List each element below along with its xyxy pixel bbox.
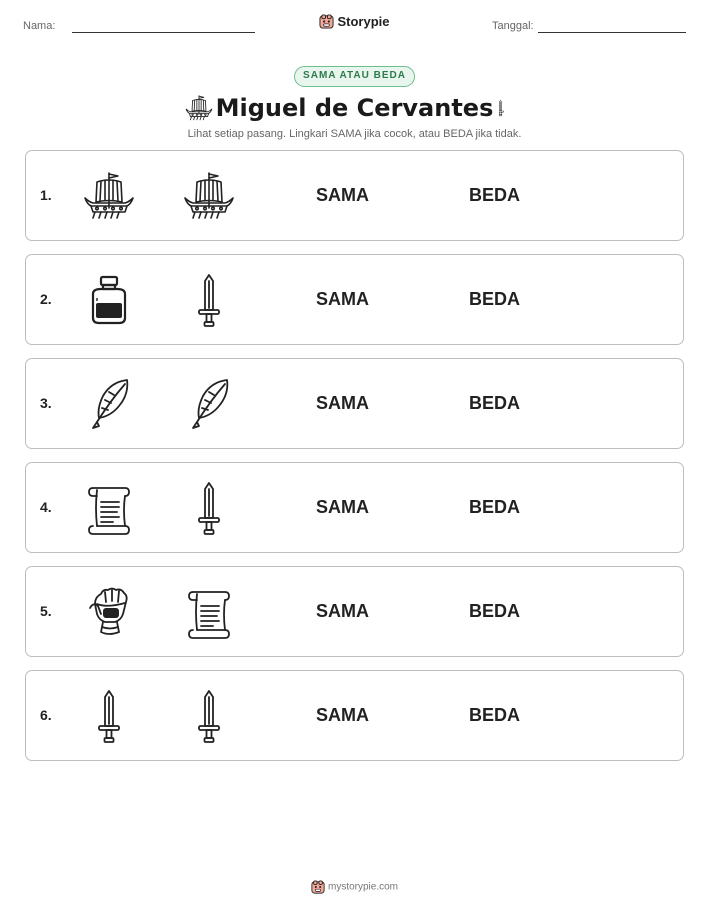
different-option[interactable]: BEDA: [469, 601, 521, 621]
different-option[interactable]: BEDA: [469, 393, 521, 413]
question-row-4: [25, 462, 684, 553]
scroll-icon: [181, 584, 237, 640]
worksheet-type-badge: SAMA ATAU BEDA: [294, 66, 415, 87]
ink-bottle-icon: [81, 272, 137, 328]
title-row: [0, 90, 709, 126]
same-option[interactable]: SAMA: [316, 705, 369, 725]
question-row-1: [25, 150, 684, 241]
sword-icon: [181, 272, 237, 328]
sword-icon: [81, 688, 137, 744]
ship-icon: [81, 168, 137, 224]
storypie-logo-icon: [319, 14, 334, 29]
page-title: Miguel de Cervantes: [215, 94, 494, 122]
different-option[interactable]: BEDA: [469, 185, 521, 205]
footer-url[interactable]: mystorypie.com: [327, 881, 398, 893]
different-option[interactable]: BEDA: [469, 289, 521, 309]
quill-icon: [81, 376, 137, 432]
sword-icon: [181, 688, 237, 744]
name-label: Nama:: [23, 20, 56, 32]
question-number: 5.: [40, 603, 52, 619]
brand-name: Storypie: [337, 14, 390, 30]
footer: [0, 880, 709, 894]
different-option[interactable]: BEDA: [469, 705, 521, 725]
question-number: 1.: [40, 187, 52, 203]
instructions: Lihat setiap pasang. Lingkari SAMA jika cocok, atau BEDA jika tidak.: [187, 128, 522, 140]
question-row-5: [25, 566, 684, 657]
ship-icon: [181, 168, 237, 224]
scroll-icon: [81, 480, 137, 536]
sword-icon: [181, 480, 237, 536]
question-number: 4.: [40, 499, 52, 515]
date-line[interactable]: [538, 32, 686, 33]
storypie-logo-icon: [311, 880, 325, 894]
question-row-3: [25, 358, 684, 449]
sword-icon: [499, 91, 519, 125]
question-number: 2.: [40, 291, 52, 307]
same-option[interactable]: SAMA: [316, 185, 369, 205]
quill-icon: [181, 376, 237, 432]
question-number: 3.: [40, 395, 52, 411]
different-option[interactable]: BEDA: [469, 497, 521, 517]
gauntlet-icon: [81, 584, 137, 640]
same-option[interactable]: SAMA: [316, 289, 369, 309]
brand: [0, 13, 709, 29]
name-line[interactable]: [72, 32, 255, 33]
same-option[interactable]: SAMA: [316, 497, 369, 517]
question-row-6: [25, 670, 684, 761]
same-option[interactable]: SAMA: [316, 393, 369, 413]
question-row-2: [25, 254, 684, 345]
question-number: 6.: [40, 707, 52, 723]
same-option[interactable]: SAMA: [316, 601, 369, 621]
date-label: Tanggal:: [492, 20, 534, 32]
